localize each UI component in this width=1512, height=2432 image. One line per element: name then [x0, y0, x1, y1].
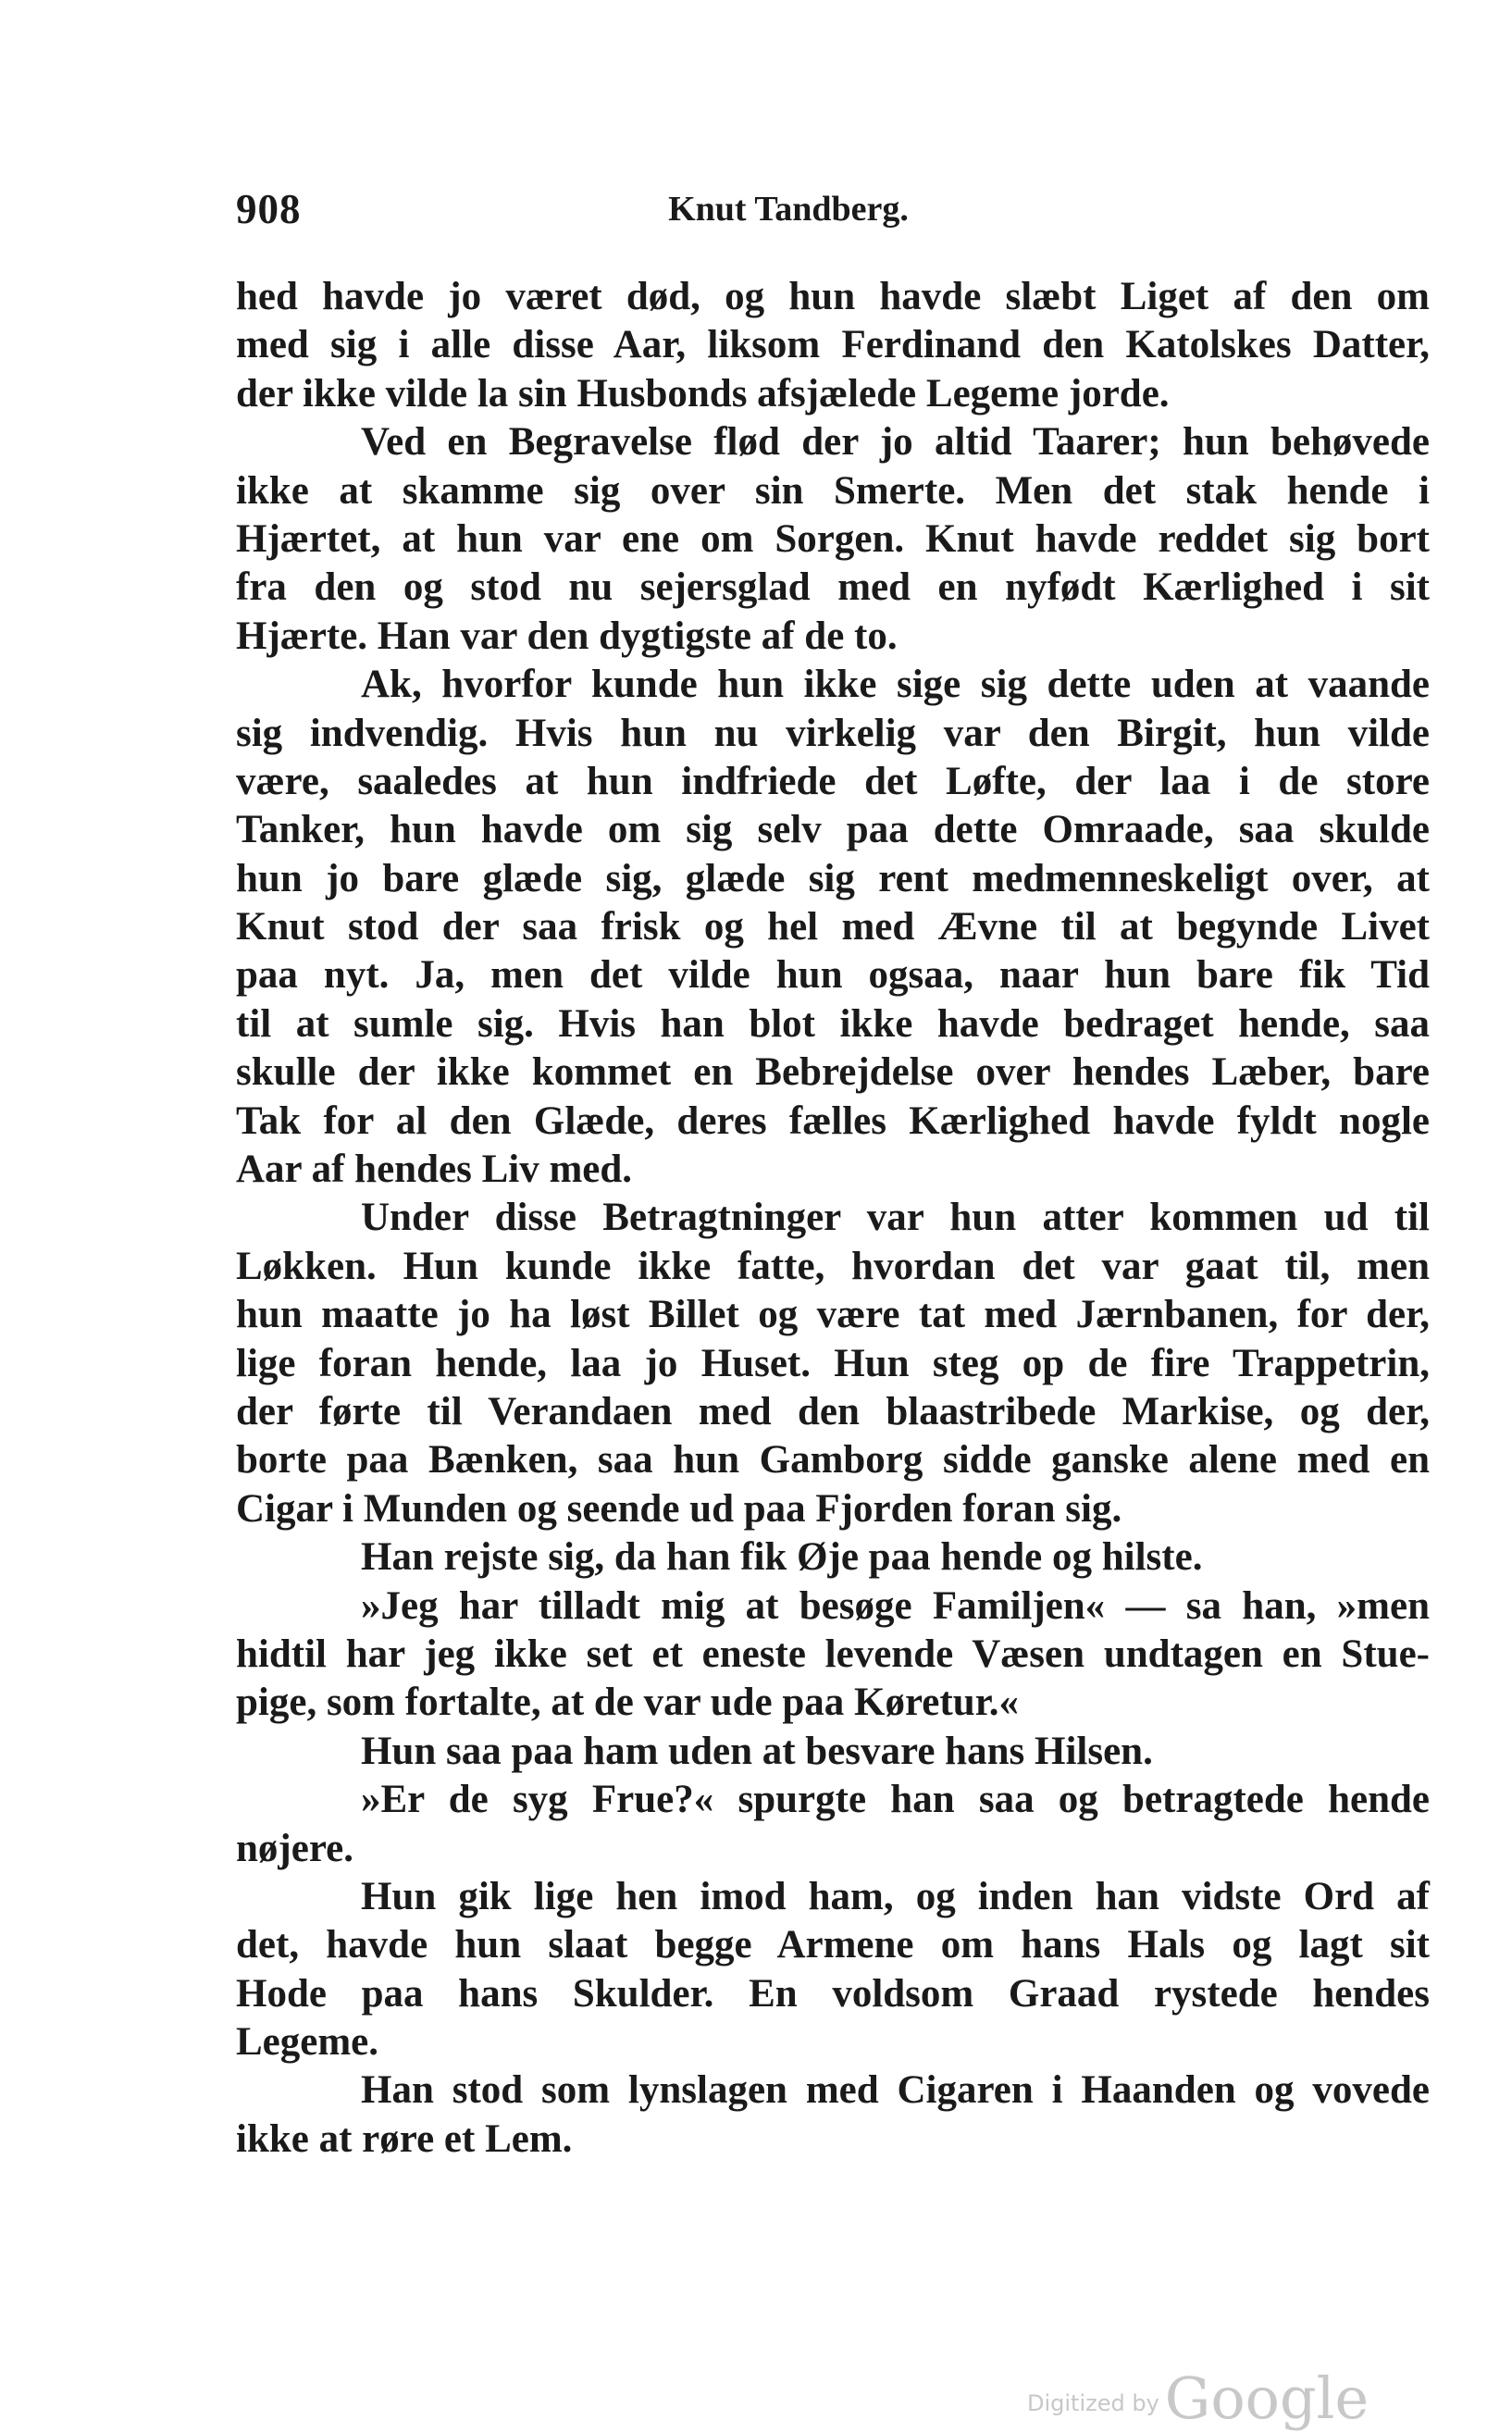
text-line: Cigar i Munden og seende ud paa Fjorden foran sig.	[236, 1486, 1122, 1531]
text-line: Hode paa hans Skulder. En voldsom Graad rystede hendes	[236, 1971, 1430, 2016]
text-line: fra den og stod nu sejersglad med en nyfødt Kærlighed i sit	[236, 565, 1430, 610]
text-line: Tak for al den Glæde, deres fælles Kærlighed havde fyldt nogle	[236, 1098, 1430, 1143]
text-line: »Er de syg Frue?« spurgte han saa og betragtede hende	[361, 1778, 1430, 1822]
text-line: Under disse Betragtninger var hun atter kommen ud til	[361, 1196, 1430, 1240]
text-line: hun jo bare glæde sig, glæde sig rent medmenneskeligt over, at	[236, 856, 1430, 900]
text-line: Hjærte. Han var den dygtigste af de to.	[236, 614, 898, 658]
text-line: Han stod som lynslagen med Cigaren i Haanden og vovede	[361, 2068, 1430, 2113]
text-line: hun maatte jo ha løst Billet og være tat med Jærnbanen, for der,	[236, 1293, 1430, 1337]
text-line: der førte til Verandaen med den blaastribede Markise, og der,	[236, 1389, 1430, 1433]
text-line: borte paa Bænken, saa hun Gamborg sidde ganske alene med en	[236, 1438, 1430, 1483]
google-logo: Google	[1164, 2364, 1369, 2432]
body-text	[236, 273, 1430, 2164]
digitized-by-google-watermark	[1027, 2364, 1369, 2432]
text-line: »Jeg har tilladt mig at besøge Familjen« — sa han, »men	[361, 1583, 1430, 1628]
text-line: skulle der ikke kommet en Bebrejdelse over hendes Læber, bare	[236, 1050, 1430, 1095]
text-line: paa nyt. Ja, men det vilde hun ogsaa, naar hun bare fik Tid	[236, 953, 1430, 998]
text-line: ikke at røre et Lem.	[236, 2116, 573, 2161]
text-line: Løkken. Hun kunde ikke fatte, hvordan det var gaat til, men	[236, 1244, 1430, 1288]
text-line: Ved en Begravelse flød der jo altid Taarer; hun behøvede	[361, 420, 1430, 465]
text-line: med sig i alle disse Aar, liksom Ferdinand den Katolskes Datter,	[236, 323, 1430, 367]
text-line: det, havde hun slaat begge Armene om hans Hals og lagt sit	[236, 1923, 1430, 1967]
text-line: der ikke vilde la sin Husbonds afsjælede Legeme jorde.	[236, 371, 1170, 416]
text-line: hidtil har jeg ikke set et eneste levende Væsen undtagen en Stue-	[236, 1632, 1430, 1676]
text-line: Hun saa paa ham uden at besvare hans Hilsen.	[361, 1729, 1153, 1773]
text-line: sig indvendig. Hvis hun nu virkelig var den Birgit, hun vilde	[236, 711, 1430, 755]
text-line: nøjere.	[236, 1826, 353, 1870]
text-line: Legeme.	[236, 2020, 379, 2065]
text-line: være, saaledes at hun indfriede det Løfte, der laa i de store	[236, 759, 1430, 803]
text-line: lige foran hende, laa jo Huset. Hun steg op de fire Trappetrin,	[236, 1341, 1430, 1385]
text-line: pige, som fortalte, at de var ude paa Køretur.«	[236, 1681, 1019, 1725]
text-line: Tanker, hun havde om sig selv paa dette Omraade, saa skulde	[236, 808, 1430, 852]
text-line: Hun gik lige hen imod ham, og inden han vidste Ord af	[361, 1874, 1430, 1918]
text-line: ikke at skamme sig over sin Smerte. Men det stak hende i	[236, 468, 1430, 513]
watermark-prefix: Digitized by	[1027, 2390, 1159, 2416]
text-line: Han rejste sig, da han fik Øje paa hende og hilste.	[361, 1535, 1203, 1580]
text-line: hed havde jo været død, og hun havde slæbt Liget af den om	[236, 275, 1430, 318]
text-line: Ak, hvorfor kunde hun ikke sige sig dette uden at vaande	[361, 663, 1430, 707]
running-head: Knut Tandberg.	[668, 190, 909, 229]
text-line: Aar af hendes Liv med.	[236, 1148, 633, 1192]
text-line: til at sumle sig. Hvis han blot ikke havde bedraget hende, saa	[236, 1001, 1430, 1046]
text-line: Hjærtet, at hun var ene om Sorgen. Knut havde reddet sig bort	[236, 516, 1430, 561]
page-number: 908	[236, 186, 302, 232]
text-line: Knut stod der saa frisk og hel med Ævne til at begynde Livet	[236, 905, 1430, 949]
